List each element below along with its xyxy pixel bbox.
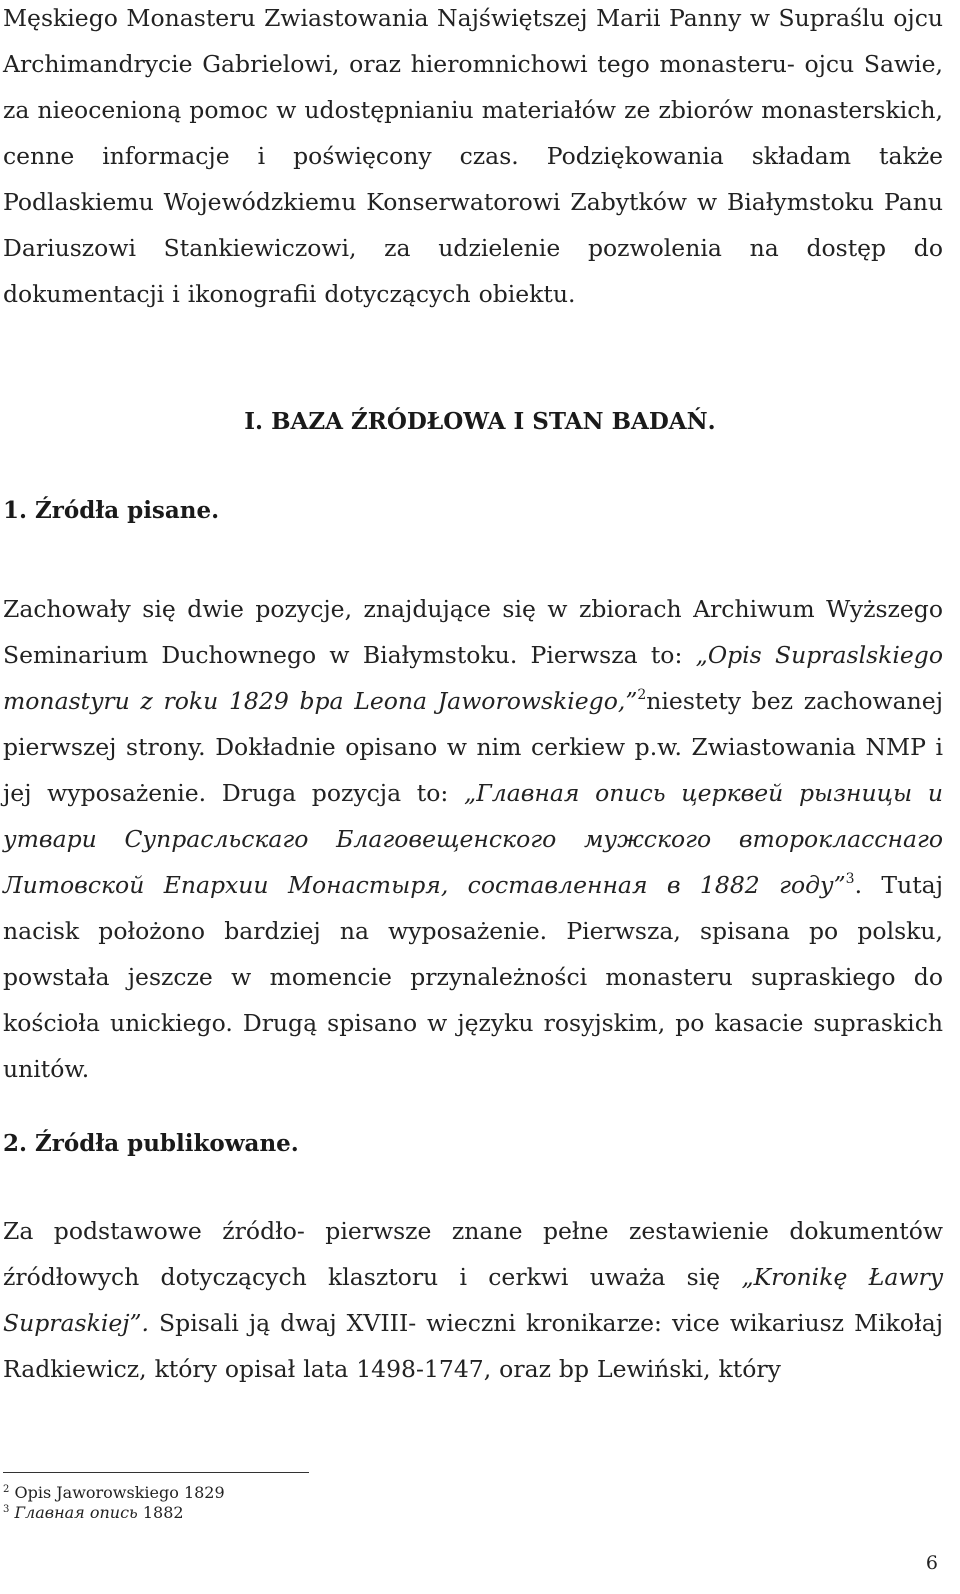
published-sources-paragraph: [3, 1208, 943, 1392]
source-title-1882: „Главная опись церквей рызницы и утвари Супрасльскаго Благовещенского мужского второкласснаго Литовской Епархии Монастыря, составленная в 1882 году”: [3, 779, 943, 899]
footnote-mark: 2: [3, 1484, 10, 1495]
paragraph-text: Męskiego Monasteru Zwiastowania Najświętszej Marii Panny w Supraślu ojcu Archimandrycie Gabrielowi, oraz hieromnichowi tego monasteru- ojcu Sawie, za nieocenioną pomoc w udostępnianiu materiałów ze zbiorów monasterskich, cenne informacje i poświęcony czas. Podziękowania składam także Podlaskiemu Wojewódzkiemu Konserwatorowi Zabytków w Białymstoku Panu Dariuszowi Stankiewiczowi, za udzielenie pozwolenia na dostęp do dokumentacji i ikonografii dotyczących obiektu.: [3, 4, 943, 308]
footnote-mark: 3: [3, 1504, 10, 1515]
footnote-italic-text: Главная опись: [9, 1503, 138, 1522]
written-sources-paragraph: [3, 586, 943, 1092]
paragraph-text: Spisali ją dwaj XVIII- wieczni kronikarze: vice wikariusz Mikołaj Radkiewicz, który opisał lata 1498-1747, oraz bp Lewiński, który: [3, 1309, 943, 1383]
footnote-ref-3[interactable]: 3: [845, 871, 855, 887]
paragraph-text: niestety bez zachowanej pierwszej strony. Dokładnie opisano w nim cerkiew p.w. Zwiastowania NMP i jej wyposażenie. Druga pozycja to:: [3, 687, 943, 807]
paragraph-text: . Tutaj nacisk położono bardziej na wyposażenie. Pierwsza, spisana po polsku, powstała jeszcze w momencie przynależności monasteru supraskiego do kościoła unickiego. Drugą spisano w języku rosyjskim, po kasacie supraskich unitów.: [3, 871, 943, 1083]
chapter-heading: I. BAZA ŹRÓDŁOWA I STAN BADAŃ.: [244, 408, 716, 435]
footnote-ref-2[interactable]: 2: [637, 687, 647, 703]
page-number: 6: [925, 1552, 938, 1574]
footnote-text: Opis Jaworowskiego 1829: [9, 1483, 225, 1502]
paragraph-text: Za podstawowe źródło- pierwsze znane pełne zestawienie dokumentów źródłowych dotyczących klasztoru i cerkwi uważa się: [3, 1217, 943, 1291]
footnote-divider: [3, 1472, 309, 1473]
acknowledgements-paragraph: [3, 0, 943, 317]
chronicle-title: „Kronikę Ławry Supraskiej”.: [3, 1263, 943, 1337]
section-heading-written-sources: 1. Źródła pisane.: [3, 497, 220, 524]
footnote-3: [3, 1503, 184, 1523]
paragraph-text: Zachowały się dwie pozycje, znajdujące się w zbiorach Archiwum Wyższego Seminarium Duchownego w Białymstoku. Pierwsza to:: [3, 595, 943, 669]
section-heading-published-sources: 2. Źródła publikowane.: [3, 1130, 299, 1157]
footnote-text: 1882: [137, 1503, 184, 1522]
source-title-1829: „Opis Supraslskiego monastyru z roku 1829 bpa Leona Jaworowskiego,”: [3, 641, 943, 715]
footnote-2: [3, 1483, 225, 1503]
